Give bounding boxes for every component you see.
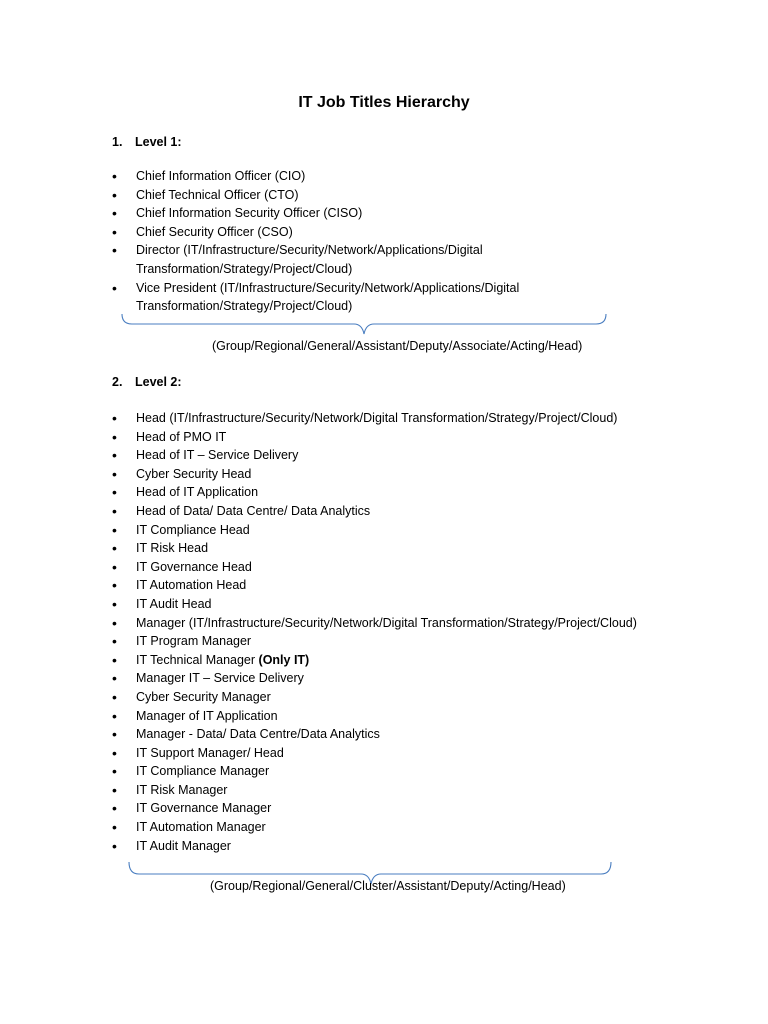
list-item: [112, 651, 672, 670]
level-2-label: Level 2:: [135, 375, 182, 389]
list-item-text: IT Compliance Head: [136, 522, 250, 537]
bullet-icon: •: [112, 707, 117, 724]
bullet-icon: •: [112, 540, 117, 557]
list-item-text: Head of IT – Service Delivery: [136, 448, 299, 463]
level-2-qualifier: (Group/Regional/General/Cluster/Assistant/Deputy/Acting/Head): [210, 879, 566, 893]
level-1-heading: [112, 135, 182, 149]
list-item: [112, 241, 672, 278]
bullet-icon: •: [112, 502, 117, 519]
list-item-text: Head of PMO IT: [136, 429, 227, 444]
bullet-icon: •: [112, 279, 117, 296]
bullet-icon: •: [112, 688, 117, 705]
bullet-icon: •: [112, 484, 117, 501]
list-item-text: IT Support Manager/ Head: [136, 745, 284, 760]
list-item-text: Chief Information Officer (CIO): [136, 169, 306, 183]
bullet-icon: •: [112, 168, 117, 184]
list-item-text: Cyber Security Manager: [136, 689, 271, 704]
list-item: [112, 521, 672, 540]
bullet-icon: •: [112, 651, 117, 668]
list-item: [112, 725, 672, 744]
bullet-icon: •: [112, 670, 117, 687]
level-2-heading: [112, 375, 182, 389]
list-item: [112, 204, 672, 223]
list-item: [112, 688, 672, 707]
list-item-text: IT Automation Head: [136, 578, 247, 593]
bullet-icon: •: [112, 763, 117, 780]
list-item-text: Head (IT/Infrastructure/Security/Network/Digital Transformation/Strategy/Project/Cloud): [136, 411, 618, 425]
level-1-qualifier: (Group/Regional/General/Assistant/Deputy/Associate/Acting/Head): [212, 339, 583, 353]
list-item-text: IT Audit Head: [136, 596, 212, 611]
list-item: [112, 186, 672, 205]
bullet-icon: •: [112, 223, 117, 240]
list-item-text: IT Governance Manager: [136, 801, 272, 816]
bullet-icon: •: [112, 819, 117, 836]
bullet-icon: •: [112, 447, 117, 464]
bullet-icon: •: [112, 633, 117, 650]
list-item-text: Director (IT/Infrastructure/Security/Network/Applications/Digital Transformation/Strategy/Project/Cloud): [136, 243, 483, 276]
list-item-text: Chief Information Security Officer (CISO): [136, 206, 363, 221]
bullet-icon: •: [112, 242, 117, 259]
list-item: [112, 502, 672, 521]
list-item: [112, 558, 672, 577]
list-item-text: Head of Data/ Data Centre/ Data Analytics: [136, 503, 371, 518]
list-item: [112, 409, 672, 428]
bullet-icon: •: [112, 205, 117, 222]
list-item-text: IT Technical Manager: [136, 652, 259, 667]
bullet-icon: •: [112, 837, 117, 854]
list-item: [112, 744, 672, 763]
list-item: [112, 707, 672, 726]
bullet-icon: •: [112, 726, 117, 743]
bullet-icon: •: [112, 595, 117, 612]
bullet-icon: •: [112, 781, 117, 798]
level-2-number: 2.: [112, 375, 123, 389]
list-item-text: IT Risk Manager: [136, 782, 228, 797]
list-item-text: Manager - Data/ Data Centre/Data Analytics: [136, 727, 380, 742]
list-item-text: Vice President (IT/Infrastructure/Security/Network/Applications/Digital Transformation/Strategy/Project/Cloud): [136, 280, 520, 314]
list-item: [112, 539, 672, 558]
list-item-text: IT Program Manager: [136, 634, 252, 649]
bullet-icon: •: [112, 800, 117, 817]
list-item: [112, 669, 672, 688]
bullet-icon: •: [112, 744, 117, 761]
list-item: [112, 279, 672, 316]
list-item-emphasis: (Only IT): [258, 652, 310, 667]
bullet-icon: •: [112, 186, 117, 203]
list-item: [112, 837, 672, 856]
list-item-text: Manager of IT Application: [136, 708, 278, 723]
list-item: [112, 781, 672, 800]
level-1-list: [112, 167, 672, 316]
bullet-icon: •: [112, 614, 117, 631]
list-item-text: IT Compliance Manager: [136, 764, 270, 779]
bullet-icon: •: [112, 558, 117, 575]
page-title: IT Job Titles Hierarchy: [298, 94, 470, 111]
bullet-icon: •: [112, 521, 117, 538]
list-item: [112, 595, 672, 614]
level-1-number: 1.: [112, 135, 123, 149]
list-item: [112, 576, 672, 595]
list-item: [112, 465, 672, 484]
list-item: [112, 446, 672, 465]
list-item: [112, 167, 672, 186]
list-item-text: Manager (IT/Infrastructure/Security/Network/Digital Transformation/Strategy/Project/Cloud): [136, 615, 637, 630]
level-1-label: Level 1:: [135, 135, 182, 149]
list-item-text: Manager IT – Service Delivery: [136, 671, 304, 686]
list-item-text: IT Risk Head: [136, 541, 209, 556]
list-item: [112, 632, 672, 651]
list-item-text: Chief Technical Officer (CTO): [136, 187, 299, 202]
list-item-text: Chief Security Officer (CSO): [136, 224, 293, 239]
bullet-icon: •: [112, 465, 117, 482]
list-item-text: IT Governance Head: [136, 559, 252, 574]
list-item: [112, 614, 672, 633]
list-item-text: IT Automation Manager: [136, 820, 266, 835]
bullet-icon: •: [112, 428, 117, 445]
list-item: [112, 799, 672, 818]
list-item: [112, 223, 672, 242]
list-item-text: Cyber Security Head: [136, 466, 252, 481]
list-item-text: Head of IT Application: [136, 485, 259, 500]
bullet-icon: •: [112, 410, 117, 426]
level-2-list: [112, 409, 672, 855]
level-1-brace-icon: [118, 312, 610, 336]
list-item: [112, 428, 672, 447]
list-item: [112, 483, 672, 502]
list-item-text: IT Audit Manager: [136, 838, 231, 853]
bullet-icon: •: [112, 577, 117, 594]
list-item: [112, 818, 672, 837]
list-item: [112, 762, 672, 781]
